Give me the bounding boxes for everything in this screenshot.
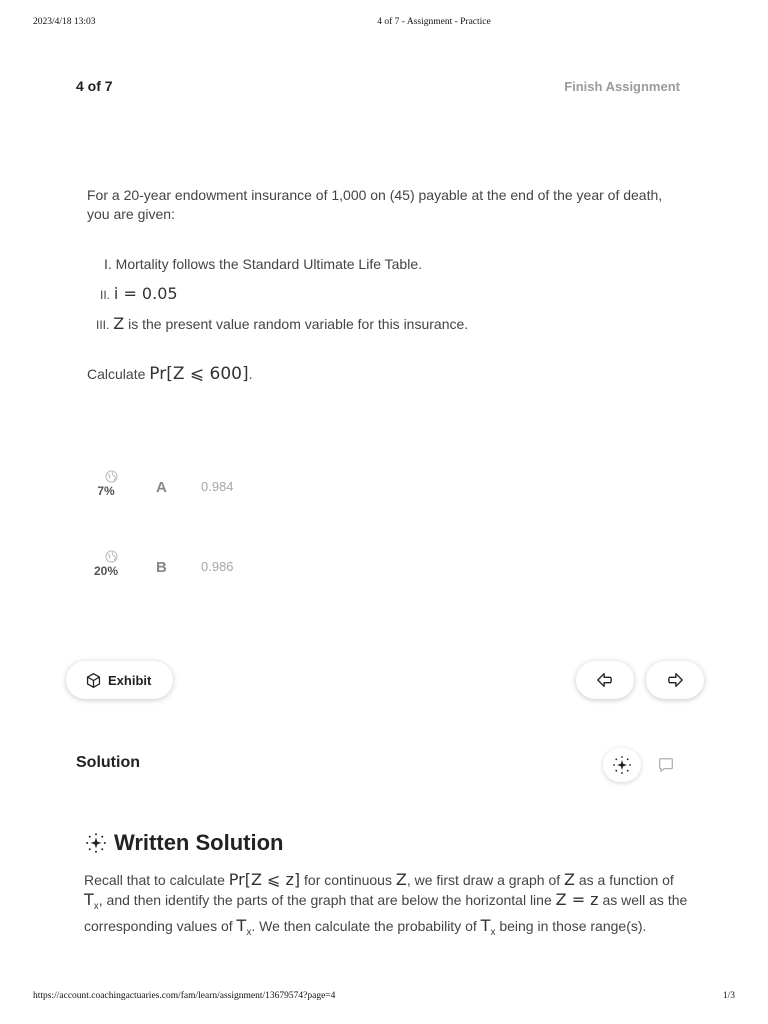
sparkle-icon: [612, 755, 632, 775]
condition-item: [104, 256, 422, 272]
print-header: [0, 17, 768, 31]
calc-math: Pr[Z ⩽ 600]: [149, 364, 249, 384]
question-progress: 4 of 7: [76, 78, 113, 94]
cube-icon: [85, 672, 102, 689]
sparkle-icon: [85, 832, 107, 854]
calculate-prompt: [87, 364, 253, 384]
choice-value: 0.986: [201, 559, 234, 574]
choice-letter: B: [156, 559, 167, 576]
choice-letter: A: [156, 479, 167, 496]
solution-text-segment: , and then identify the parts of the graph that are below the horizontal line: [98, 892, 556, 908]
choice-value: 0.984: [201, 479, 234, 494]
globe-icon: [105, 550, 118, 563]
condition-number: III.: [96, 318, 110, 332]
solution-math: T: [84, 890, 94, 909]
solution-text-segment: as a function of: [574, 872, 674, 888]
answer-choice-a[interactable]: [86, 470, 506, 506]
print-footer: [0, 991, 768, 1005]
written-solution-toggle[interactable]: [603, 748, 641, 782]
condition-math: Z: [113, 314, 125, 333]
solution-subscript: x: [246, 926, 252, 938]
answer-choice-b[interactable]: [86, 550, 506, 586]
choice-percent: 7%: [97, 484, 115, 498]
finish-assignment-button[interactable]: Finish Assignment: [564, 79, 680, 94]
top-bar: [0, 78, 768, 98]
next-question-button[interactable]: [646, 661, 704, 699]
condition-number: I.: [104, 256, 112, 272]
solution-math: T: [480, 915, 491, 935]
print-url: https://account.coachingactuaries.com/fam/learn/assignment/13679574?page=4: [33, 991, 336, 1001]
comment-icon[interactable]: [657, 756, 675, 774]
solution-subscript: x: [490, 926, 496, 938]
solution-text-segment: . We then calculate the probability of: [251, 917, 481, 934]
solution-math: Z = z: [555, 890, 599, 909]
solution-text-segment: Recall that to calculate: [84, 872, 229, 888]
solution-math: Pr[Z ⩽ z]: [228, 870, 301, 889]
calc-prefix: Calculate: [87, 366, 150, 382]
choice-percent: 20%: [93, 564, 119, 578]
exhibit-button[interactable]: [66, 661, 173, 699]
condition-number: II.: [100, 288, 111, 302]
condition-math: i = 0.05: [113, 284, 178, 303]
solution-math: Z: [564, 870, 575, 889]
question-stem: For a 20-year endowment insurance of 1,000 on (45) payable at the end of the year of death, you are given:: [87, 187, 663, 222]
condition-item: [96, 314, 468, 333]
faded-choice-hint: · ·: [104, 631, 118, 640]
print-page-number: 1/3: [722, 991, 735, 1001]
written-solution-text: [84, 870, 694, 942]
solution-text-segment: for continuous: [300, 872, 396, 888]
arrow-right-icon: [666, 671, 684, 689]
print-title: 4 of 7 - Assignment - Practice: [377, 17, 491, 27]
condition-text: Mortality follows the Standard Ultimate Life Table.: [115, 256, 423, 272]
previous-question-button[interactable]: [576, 661, 634, 699]
written-solution-header: [85, 830, 283, 856]
condition-text: is the present value random variable for this insurance.: [124, 316, 469, 332]
solution-math: Z: [395, 870, 407, 889]
solution-text-segment: being in those range(s).: [495, 917, 647, 934]
print-datetime: 2023/4/18 13:03: [33, 17, 96, 27]
solution-subscript: x: [93, 900, 99, 912]
arrow-left-icon: [596, 671, 614, 689]
condition-item: [100, 284, 178, 303]
exhibit-label: Exhibit: [108, 672, 152, 688]
solution-text-segment: , we first draw a graph of: [406, 872, 565, 888]
calc-suffix: .: [248, 366, 253, 382]
written-solution-title: Written Solution: [114, 830, 284, 855]
solution-math: T: [236, 915, 247, 935]
globe-icon: [105, 470, 118, 483]
solution-heading: Solution: [76, 754, 140, 771]
solution-text-segment: as well as the corresponding values of: [84, 892, 688, 934]
